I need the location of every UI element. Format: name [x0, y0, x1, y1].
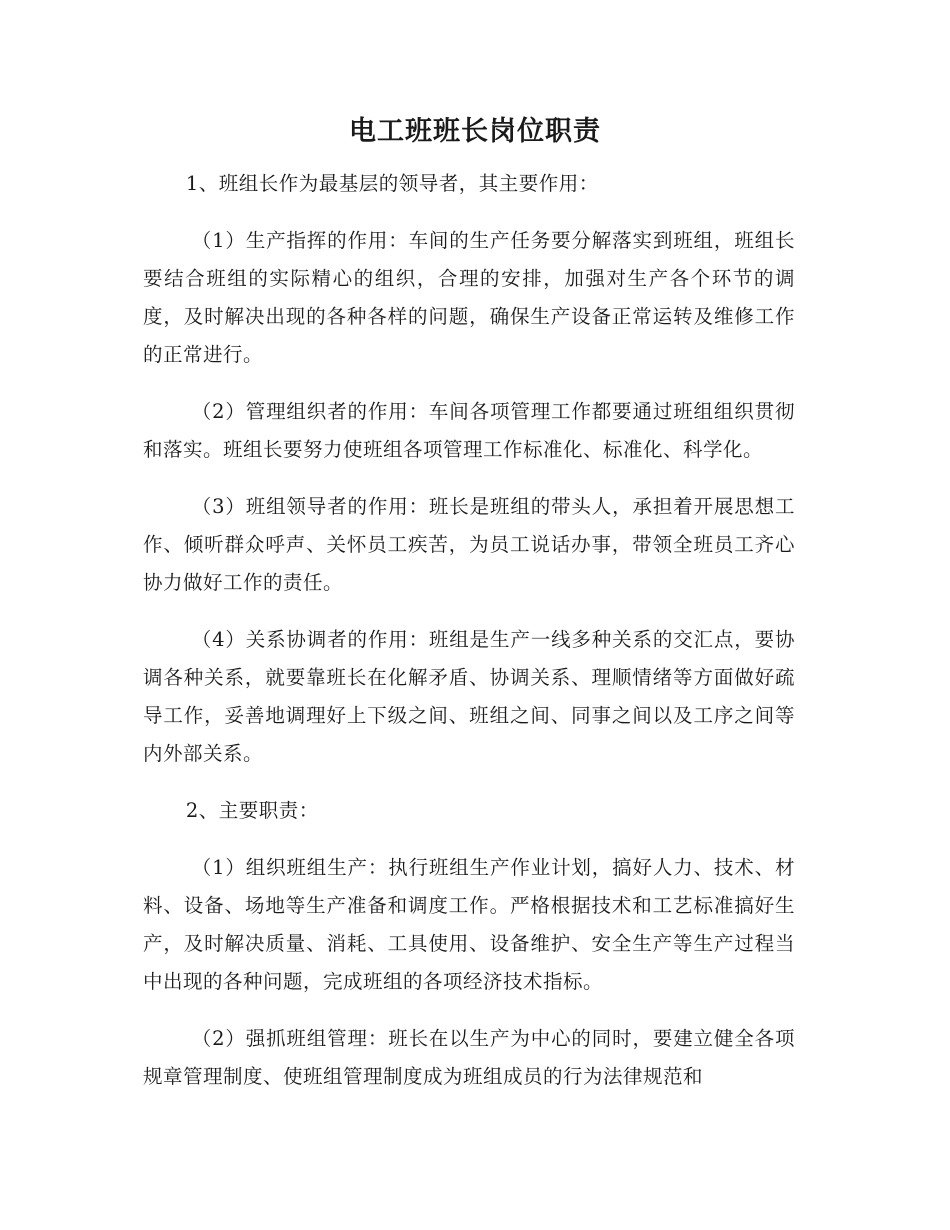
- paragraph: （2）强抓班组管理：班长在以生产为中心的同时，要建立健全各项规章管理制度、使班组管理制度成为班组成员的行为法律规范和: [143, 1027, 795, 1088]
- section-heading-2: 2、主要职责：: [185, 799, 319, 822]
- paragraph: （2）管理组织者的作用：车间各项管理工作都要通过班组组织贯彻和落实。班组长要努力使班组各项管理工作标准化、标准化、科学化。: [143, 400, 795, 461]
- paragraph: （1）生产指挥的作用：车间的生产任务要分解落实到班组，班组长要结合班组的实际精心的组织，合理的安排，加强对生产各个环节的调度，及时解决出现的各种各样的问题，确保生产设备正常运转及维修工作的正常进行。: [143, 229, 795, 366]
- paragraph: （1）组织班组生产：执行班组生产作业计划，搞好人力、技术、材料、设备、场地等生产准备和调度工作。严格根据技术和工艺标准搞好生产，及时解决质量、消耗、工具使用、设备维护、安全生产等生产过程当中出现的各种问题，完成班组的各项经济技术指标。: [143, 856, 795, 993]
- document-title: 电工班班长岗位职责: [349, 116, 601, 147]
- section-heading-1: 1、班组长作为最基层的领导者，其主要作用：: [185, 172, 599, 195]
- document-body: [143, 165, 795, 1115]
- paragraph: （4）关系协调者的作用：班组是生产一线多种关系的交汇点，要协调各种关系，就要靠班长在化解矛盾、协调关系、理顺情绪等方面做好疏导工作，妥善地调理好上下级之间、班组之间、同事之间以及工序之间等内外部关系。: [143, 628, 795, 765]
- paragraph: （3）班组领导者的作用：班长是班组的带头人，承担着开展思想工作、倾听群众呼声、关怀员工疾苦，为员工说话办事，带领全班员工齐心协力做好工作的责任。: [143, 495, 795, 594]
